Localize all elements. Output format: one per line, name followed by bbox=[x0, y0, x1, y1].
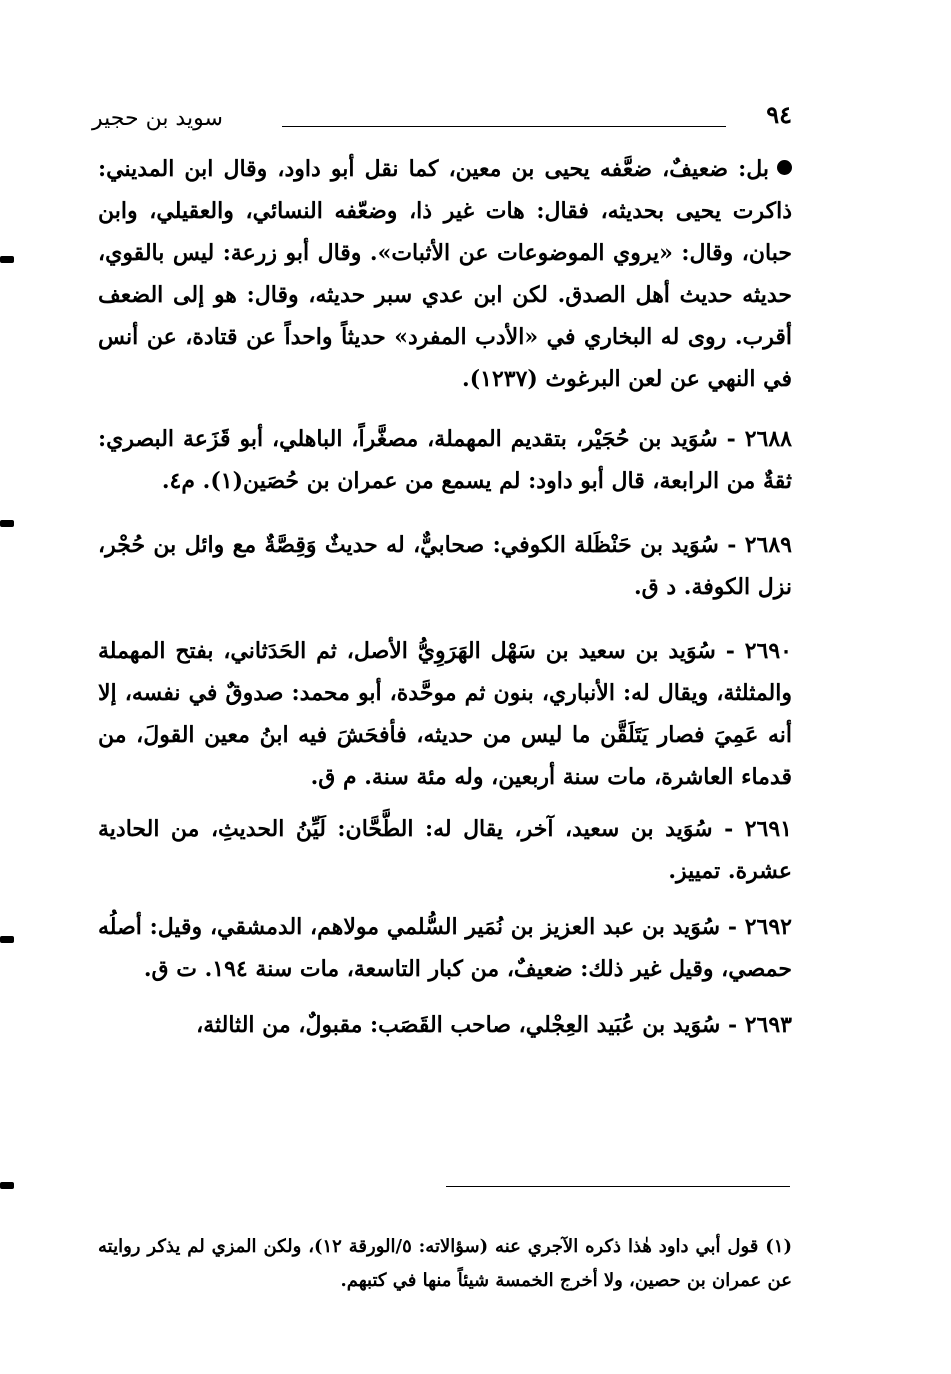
scan-margin-mark bbox=[0, 936, 14, 943]
footnote-rule bbox=[446, 1186, 790, 1187]
entry-text: بل: ضعيفٌ، ضعَّفه يحيى بن معين، كما نقل أبو داود، وقال ابن المديني: ذاكرت يحيى بحديثه، فقال: هات غير ذا، وضعّفه النسائي، والعقيلي، وابن حبان، وقال: «يروي الموضوعات عن الأثبات». وقال أبو زرعة: ليس بالقوي، حديثه حديث أهل الصدق. لكن ابن عدي سبر حديثه، وقال: هو إلى الضعف أقرب. روى له البخاري في «الأدب المفرد» حديثاً واحداً عن قتادة، عن أنس في النهي عن لعن البرغوث (١٢٣٧). bbox=[98, 156, 792, 392]
scan-margin-mark bbox=[0, 1182, 14, 1189]
entry-2688: ٢٦٨٨ - سُوَيد بن حُجَيْر، بتقديم المهملة، مصغَّراً، الباهلي، أبو قَزَعة البصري: ثقةٌ من الرابعة، قال أبو داود: لم يسمع من عمران بن حُصَين(١). م٤. bbox=[98, 426, 792, 494]
bullet-icon bbox=[777, 160, 792, 175]
entry-2691: ٢٦٩١ - سُوَيد بن سعيد، آخر، يقال له: الطَّحَّان: لَيِّنُ الحديثِ، من الحادية عشرة. تمييز. bbox=[98, 816, 792, 884]
entry-2692: ٢٦٩٢ - سُوَيد بن عبد العزيز بن نُمَير السُّلمي مولاهم، الدمشقي، وقيل: أصلُه حمصي، وقيل غير ذلك: ضعيفٌ، من كبار التاسعة، مات سنة ١٩٤. ت ق. bbox=[98, 914, 792, 982]
entry-2690: ٢٦٩٠ - سُوَيد بن سعيد بن سَهْل الهَرَوِيُّ الأصل، ثم الحَدَثاني، بفتح المهملة والمثلثة، ويقال له: الأنباري، بنون ثم موحَّدة، أبو محمد: صدوقٌ في نفسه، إلا أنه عَمِيَ فصار يَتَلَقَّن ما ليس من حديثه، فأفحَشَ فيه ابنُ معين القولَ، من قدماء العاشرة، مات سنة أربعين، وله مئة سنة. م ق. bbox=[98, 638, 792, 790]
scan-margin-mark bbox=[0, 256, 14, 263]
footnote: (١) قول أبي داود هٰذا ذكره الآجري عنه (سؤالاته: ٥/الورقة ١٢)، ولكن المزي لم يذكر روايته عن عمران بن حصين، ولا أخرج الخمسة شيئاً منها في كتبهم. bbox=[98, 1236, 792, 1291]
header-rule bbox=[282, 126, 726, 127]
entry-2693: ٢٦٩٣ - سُوَيد بن عُبَيد العِجْلي، صاحب القَصَب: مقبولٌ، من الثالثة، bbox=[196, 1012, 792, 1038]
page-number: ٩٤ bbox=[766, 100, 792, 129]
scan-margin-mark bbox=[0, 520, 14, 527]
page-header bbox=[92, 96, 792, 136]
entry-2689: ٢٦٨٩ - سُوَيد بن حَنْظَلة الكوفي: صحابيٌّ، له حديثٌ وَقِصَّةٌ مع وائل بن حُجْر، نزل الكوفة. د ق. bbox=[98, 532, 792, 600]
page-body bbox=[98, 148, 792, 1058]
running-title: سويد بن حجير bbox=[92, 106, 223, 131]
entry-continuation bbox=[98, 148, 792, 400]
